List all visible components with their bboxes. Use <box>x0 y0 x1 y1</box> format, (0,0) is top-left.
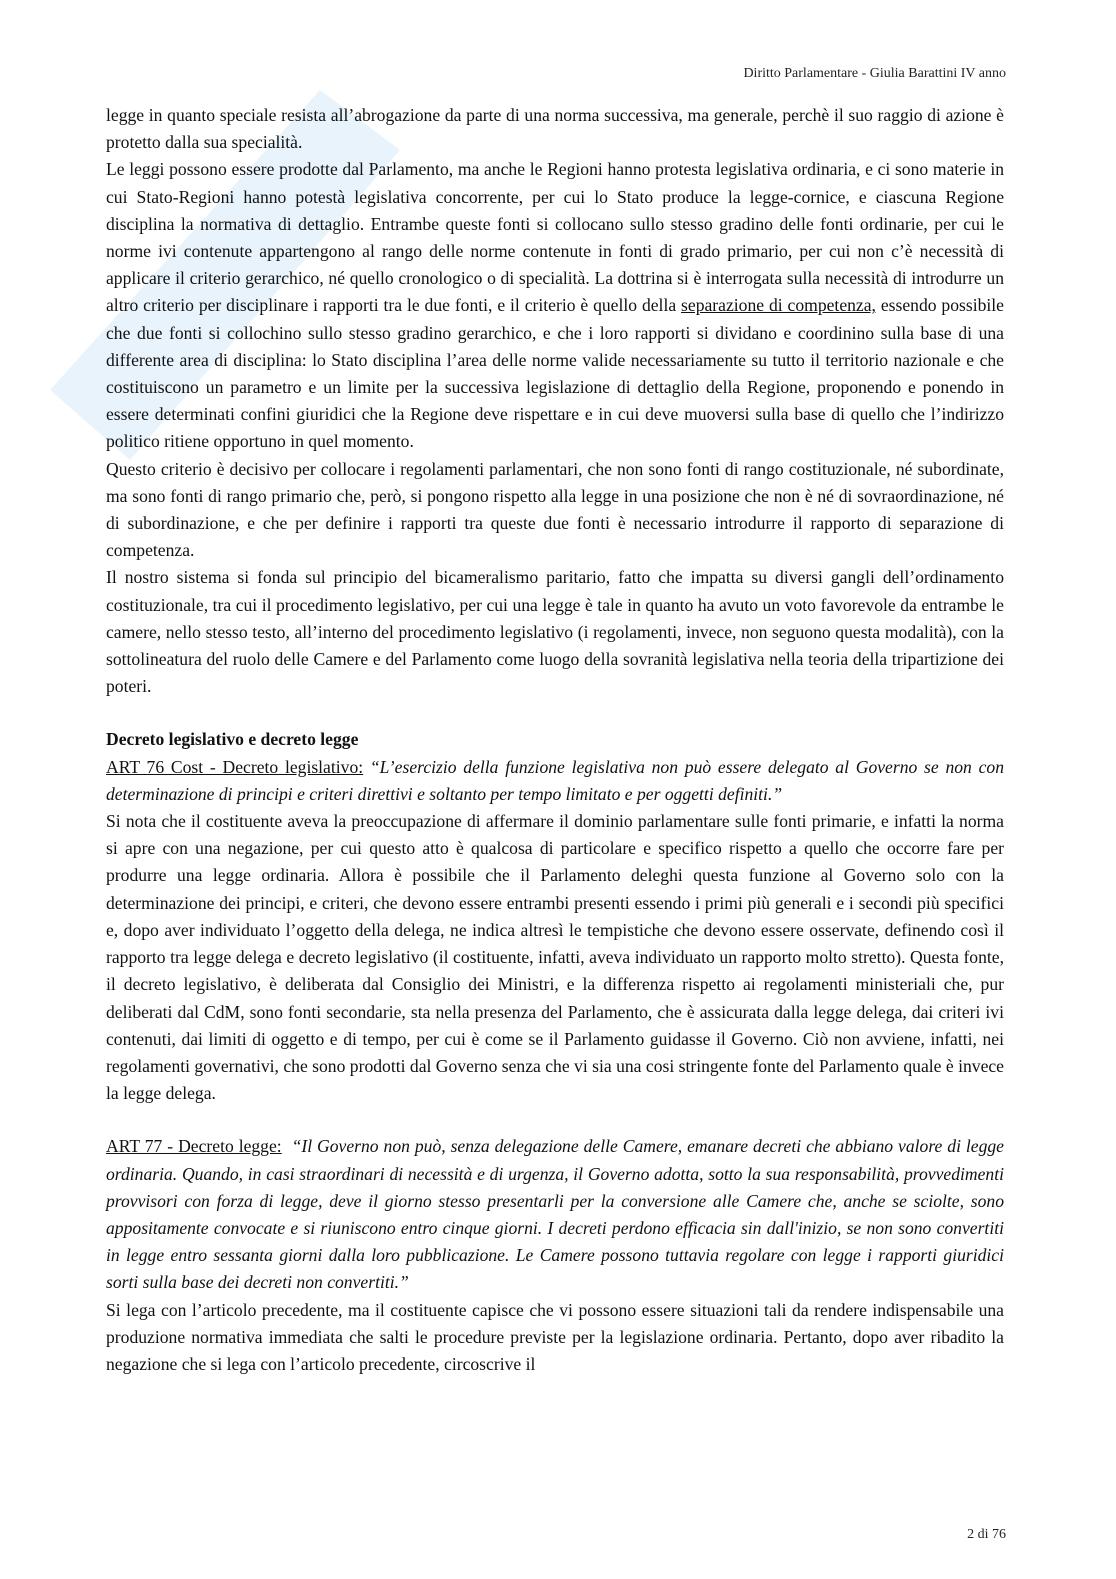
page-header: Diritto Parlamentare - Giulia Barattini IV anno <box>743 66 1006 81</box>
paragraph-text: essendo possibile che due fonti si collochino sullo stesso gradino gerarchico, e che i loro rapporti si dividano e coordinino sulla base di una differente area di disciplina: lo Stato disciplina l’area delle norme valide necessariamente su tutto il territorio nazionale e che costituiscono un parametro e un limite per la successiva legislazione di dettaglio della Regione, proponendo e ponendo in essere determinati confini giuridici che la Regione deve rispettare e in cui deve muoversi sulla base di quello che l’indirizzo politico ritiene opportuno in quel momento. <box>106 295 1004 452</box>
paragraph: Il nostro sistema si fonda sul principio del bicameralismo paritario, fatto che impatta su diversi gangli dell’ordinamento costituzionale, tra cui il procedimento legislativo, per cui una legge è tale in quanto ha avuto un voto favorevole da entrambe le camere, nello stesso testo, all’interno del procedimento legislativo (i regolamenti, invece, non seguono questa modalità), con la sottolineatura del ruolo delle Camere e del Parlamento come luogo della sovranità legislativa nella teoria della tripartizione dei poteri. <box>106 567 1004 697</box>
article-77-quote: “Il Governo non può, senza delegazione delle Camere, emanare decreti che abbiano valore di legge ordinaria. Quando, in casi straordinari di necessità e di urgenza, il Governo adotta, sotto la sua responsabilità, provvedimenti provvisori con forza di legge, deve il giorno stesso presentarli per la conversione alle Camere che, anche se sciolte, sono appositamente convocate e si riuniscono entro cinque giorni. I decreti perdono efficacia sin dall'inizio, se non sono convertiti in legge entro sessanta giorni dalla loro pubblicazione. Le Camere possono tuttavia regolare con legge i rapporti giuridici sorti sulla base dei decreti non convertiti.” <box>106 1136 1004 1293</box>
article-76-quote: “L’esercizio della funzione legislativa non può essere delegato al Governo se non con determinazione di principi e criteri direttivi e soltanto per tempo limitato e per oggetti definiti.” <box>106 756 1004 804</box>
document-body <box>106 102 1004 1378</box>
underlined-term: separazione di competenza, <box>681 295 876 316</box>
paragraph <box>106 156 1004 455</box>
article-77-ref: ART 77 - Decreto legge: <box>106 1136 282 1157</box>
paragraph: Si lega con l’articolo precedente, ma il costituente capisce che vi possono essere situazioni tali da rendere indispensabile una produzione normativa immediata che salti le procedure previste per la legislazione ordinaria. Pertanto, dopo aver ribadito la negazione che si lega con l’articolo precedente, circoscrive il <box>106 1299 1004 1374</box>
paragraph-text: Le leggi possono essere prodotte dal Parlamento, ma anche le Regioni hanno protesta legislativa ordinaria, e ci sono materie in cui Stato-Regioni hanno potestà legislativa concorrente, per cui lo Stato produce la legge-cornice, e ciascuna Regione disciplina la normativa di dettaglio. Entrambe queste fonti si collocano sullo stesso gradino delle fonti ordinarie, per cui le norme ivi contenute appartengono al rango delle norme contenute in fonti di grado primario, per cui non c’è necessità di applicare il criterio gerarchico, né quello cronologico o di specialità. La dottrina si è interrogata sulla necessità di introdurre un altro criterio per disciplinare i rapporti tra le due fonti, e il criterio è quello della <box>106 159 1004 316</box>
paragraph: Si nota che il costituente aveva la preoccupazione di affermare il dominio parlamentare sulle fonti primarie, e infatti la norma si apre con una negazione, per cui questo atto è qualcosa di particolare e specifico rispetto a quello che occorre fare per produrre una legge ordinaria. Allora è possibile che il Parlamento deleghi questa funzione al Governo solo con la determinazione dei principi, e criteri, che devono essere entrambi presenti essendo i primi più generali e i secondi più specifici e, dopo aver individuato l’oggetto della delega, ne indica altresì le tempistiche che devono essere osservate, definendo così il rapporto tra legge delega e decreto legislativo (il costituente, infatti, aveva individuato un rapporto molto stretto). Questa fonte, il decreto legislativo, è deliberata dal Consiglio dei Ministri, e la differenza rispetto ai regolamenti ministeriali che, pur deliberati dal CdM, sono fonti secondarie, sta nella presenza del Parlamento, che è assicurata dalla legge delega, dai criteri ivi contenuti, dai limiti di oggetto e di tempo, per cui è come se il Parlamento guidasse il Governo. Ciò non avviene, infatti, nei regolamenti governativi, che sono prodotti dal Governo senza che vi sia una cosi stringente fonte del Parlamento quale è invece la legge delega. <box>106 811 1004 1104</box>
paragraph: Questo criterio è decisivo per collocare i regolamenti parlamentari, che non sono fonti di rango costituzionale, né subordinate, ma sono fonti di rango primario che, però, si pongono rispetto alla legge in una posizione che non è né di sovraordinazione, né di subordinazione, e che per definire i rapporti tra queste due fonti è necessario introdurre il rapporto di separazione di competenza. <box>106 458 1004 561</box>
article-76-ref: ART 76 Cost - Decreto legislativo: <box>106 756 364 777</box>
page-number: 2 di 76 <box>967 1527 1006 1542</box>
article-77 <box>106 1133 1004 1296</box>
paragraph: legge in quanto speciale resista all’abrogazione da parte di una norma successiva, ma generale, perchè il suo raggio di azione è protetto dalla sua specialità. <box>106 105 1004 153</box>
section-heading: Decreto legislativo e decreto legge <box>106 729 359 750</box>
article-76 <box>106 754 1004 808</box>
